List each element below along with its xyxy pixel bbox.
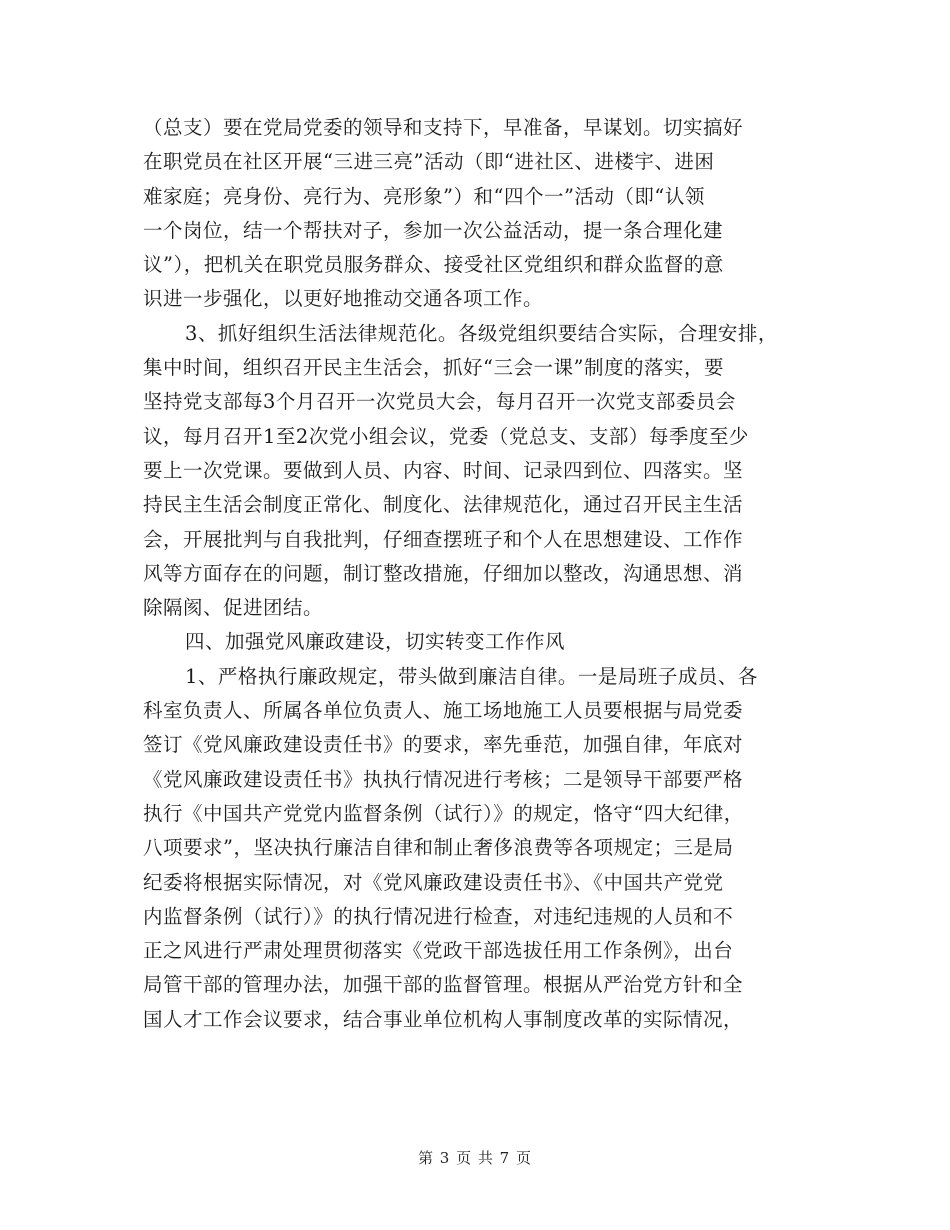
text-line: 风等方面存在的问题，制订整改措施，仔细加以整改，沟通思想、消 <box>143 561 744 585</box>
section-heading: 四、加强党风廉政建设，切实转变工作作风 <box>185 630 566 654</box>
text-line: 《党风廉政建设责任书》执执行情况进行考核；二是领导干部要严格 <box>143 767 744 791</box>
text-line: 正之风进行严肃处理贯彻落实《党政干部选拔任用工作条例》，出台 <box>143 939 734 963</box>
text-line: 纪委将根据实际情况，对《党风廉政建设责任书》、《中国共产党党 <box>143 870 724 894</box>
page-footer: 第 3 页 共 7 页 <box>418 1149 532 1167</box>
text-line: 一个岗位，结一个帮扶对子，参加一次公益活动，提一条合理化建 <box>143 218 724 242</box>
text-line: 议”），把机关在职党员服务群众、接受社区党组织和群众监督的意 <box>143 253 724 277</box>
text-line: 执行《中国共产党党内监督条例（试行）》的规定，恪守“四大纪律， <box>143 801 744 825</box>
text-line: 难家庭；亮身份、亮行为、亮形象”）和“四个一”活动（即“认领 <box>143 184 705 208</box>
text-line: 在职党员在社区开展“三进三亮”活动（即“进社区、进楼宇、进困 <box>143 150 715 174</box>
text-line: 局管干部的管理办法，加强干部的监督管理。根据从严治党方针和全 <box>143 973 744 997</box>
text-line: （总支）要在党局党委的领导和支持下，早准备，早谋划。切实搞好 <box>143 116 744 139</box>
text-line: 科室负责人、所属各单位负责人、施工场地施工人员要根据与局党委 <box>143 699 744 723</box>
text-line: 内监督条例（试行）》的执行情况进行检查，对违纪违规的人员和不 <box>143 904 734 928</box>
paragraph-start-line: 1、严格执行廉政规定，带头做到廉洁自律。一是局班子成员、各 <box>185 664 758 688</box>
document-body <box>143 111 823 1037</box>
paragraph-start-line: 3、抓好组织生活法律规范化。各级党组织要结合实际，合理安排， <box>185 321 778 345</box>
text-line: 识进一步强化，以更好地推动交通各项工作。 <box>143 287 544 311</box>
text-line: 集中时间，组织召开民主生活会，抓好“三会一课”制度的落实，要 <box>143 356 724 380</box>
text-line: 坚持党支部每3个月召开一次党员大会，每月召开一次党支部委员会 <box>143 390 736 414</box>
text-line: 会，开展批判与自我批判，仔细查摆班子和个人在思想建设、工作作 <box>143 527 744 551</box>
text-line: 国人才工作会议要求，结合事业单位机构人事制度改革的实际情况， <box>143 1007 744 1031</box>
text-line: 八项要求”，坚决执行廉洁自律和制止奢侈浪费等各项规定；三是局 <box>143 836 734 860</box>
text-line: 持民主生活会制度正常化、制度化、法律规范化，通过召开民主生活 <box>143 493 744 517</box>
text-line: 签订《党风廉政建设责任书》的要求，率先垂范，加强自律，年底对 <box>143 733 744 757</box>
text-line: 除隔阂、促进团结。 <box>143 596 324 620</box>
text-line: 议，每月召开1至2次党小组会议，党委（党总支、支部）每季度至少 <box>143 424 749 448</box>
text-line: 要上一次党课。要做到人员、内容、时间、记录四到位、四落实。坚 <box>143 458 744 482</box>
